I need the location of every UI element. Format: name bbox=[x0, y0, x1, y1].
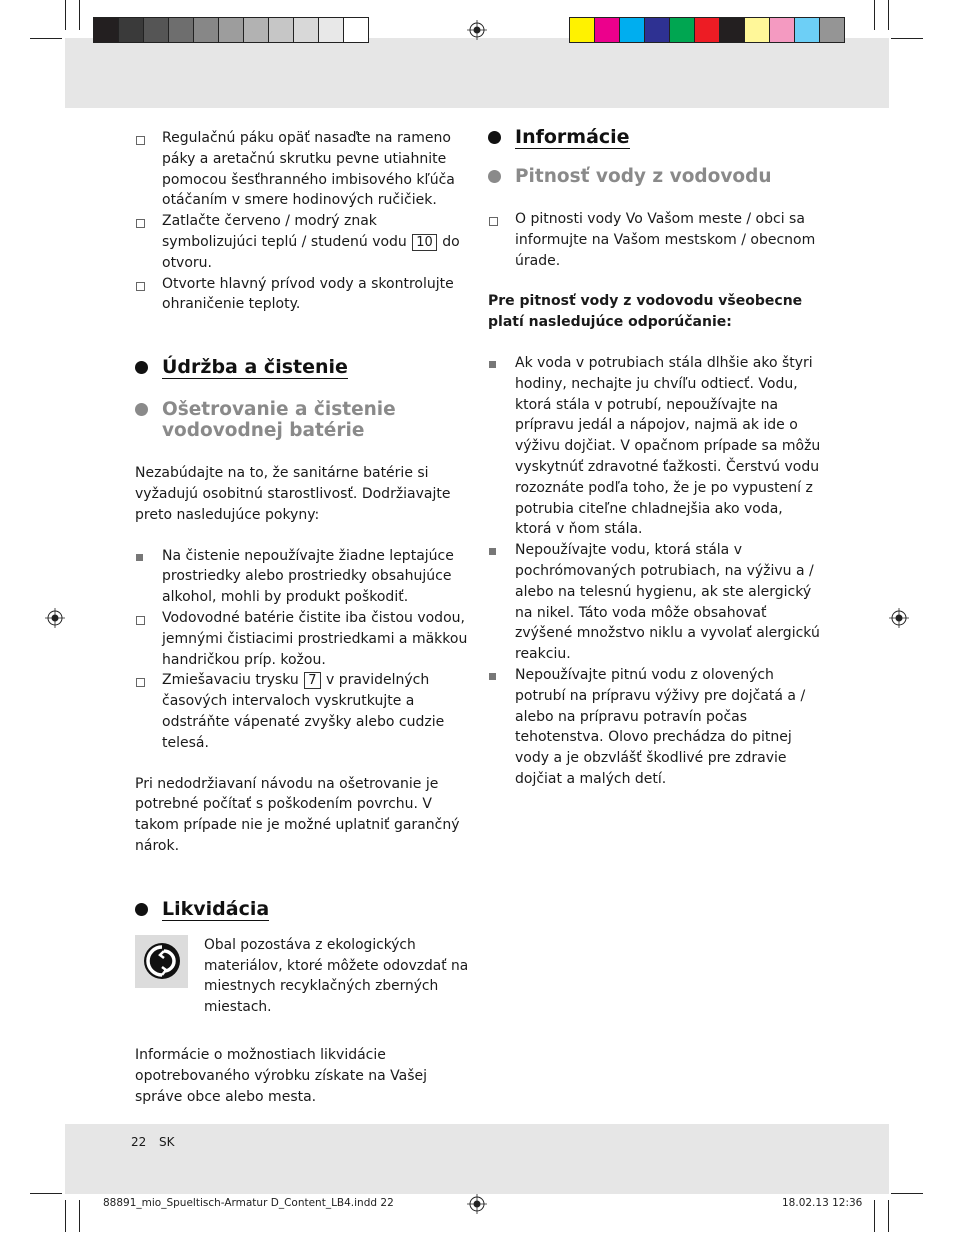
color-swatch bbox=[794, 17, 820, 43]
color-swatch bbox=[694, 17, 720, 43]
disposal-box-text: Obal pozostáva z ekologických materiálov, ktoré môžete odovzdať na miestnych recyklačných zberných miestach. bbox=[204, 936, 469, 1016]
heading-text: Likvidácia bbox=[162, 897, 270, 920]
registration-mark-icon bbox=[889, 608, 909, 628]
heading-maintenance bbox=[135, 355, 470, 379]
color-swatch bbox=[293, 17, 319, 43]
color-swatch bbox=[569, 17, 595, 43]
footer-band bbox=[65, 1124, 889, 1194]
crop-mark bbox=[30, 1193, 62, 1194]
list-item: Vodovodné batérie čistite iba čistou vodou, jemnými čistiacimi prostriedkami a mäkkou handričkou príp. kožou. bbox=[135, 608, 470, 670]
color-swatch bbox=[118, 17, 144, 43]
color-swatch bbox=[218, 17, 244, 43]
crop-mark bbox=[65, 0, 66, 30]
crop-mark bbox=[30, 38, 62, 39]
disposal-paragraph: Informácie o možnostiach likvidácie opotrebovaného výrobku získate na Vašej správe obce alebo mesta. bbox=[135, 1046, 428, 1105]
color-swatch bbox=[318, 17, 344, 43]
color-swatch bbox=[669, 17, 695, 43]
subheading-care: Ošetrovanie a čistenie vodovodnej batérie bbox=[135, 399, 470, 441]
color-swatch bbox=[769, 17, 795, 43]
registration-mark-icon bbox=[45, 608, 65, 628]
file-slug: 88891_mio_Spueltisch-Armatur D_Content_LB4.indd 22 bbox=[103, 1197, 394, 1209]
process-color-bar bbox=[569, 17, 844, 43]
recommendation-title: Pre pitnosť vody z vodovodu všeobecne platí nasledujúce odporúčanie: bbox=[488, 293, 803, 331]
crop-mark bbox=[891, 38, 923, 39]
crop-mark bbox=[888, 0, 889, 30]
intro-steps-list bbox=[135, 128, 470, 315]
registration-mark-icon bbox=[467, 1194, 487, 1214]
grayscale-color-bar bbox=[93, 17, 368, 43]
list-item-text: Zatlačte červeno / modrý znak symbolizujúci teplú / studenú vodu bbox=[162, 213, 407, 250]
list-item-text: Zmiešavaciu trysku bbox=[162, 672, 299, 689]
page-number: 22 bbox=[131, 1135, 147, 1149]
care-intro-paragraph: Nezabúdajte na to, že sanitárne batérie si vyžadujú osobitnú starostlivosť. Dodržiavajte preto nasledujúce pokyny: bbox=[135, 465, 451, 523]
right-column bbox=[488, 128, 823, 790]
list-item: O pitnosti vody Vo Vašom meste / obci sa informujte na Vašom mestskom / obecnom úrade. bbox=[488, 209, 823, 271]
left-column bbox=[135, 128, 470, 1107]
color-swatch bbox=[644, 17, 670, 43]
color-swatch bbox=[193, 17, 219, 43]
crop-mark bbox=[891, 1193, 923, 1194]
green-dot-recycle-logo bbox=[135, 935, 188, 988]
list-item bbox=[135, 211, 470, 273]
color-swatch bbox=[343, 17, 369, 43]
color-swatch bbox=[594, 17, 620, 43]
care-outro-paragraph: Pri nedodržiavaní návodu na ošetrovanie je potrebné počítať s poškodením povrchu. V takom prípade nie je možné uplatniť garančný nárok. bbox=[135, 775, 460, 854]
water-info-list bbox=[488, 209, 823, 271]
list-item: Nepoužívajte vodu, ktorá stála v pochrómovaných potrubiach, na výživu a / alebo na telesnú hygienu, ak ste alergický na nikel. Táto voda môže obsahovať zvýšené množstvo niklu a vyvolať alergickú reakciu. bbox=[488, 540, 823, 665]
heading-info bbox=[488, 125, 823, 149]
disposal-info-box bbox=[135, 935, 470, 1018]
list-item bbox=[135, 670, 470, 753]
color-swatch bbox=[143, 17, 169, 43]
color-swatch bbox=[619, 17, 645, 43]
list-item: Na čistenie nepoužívajte žiadne leptajúce prostriedky alebo prostriedky obsahujúce alkohol, mohli by produkt poškodiť. bbox=[135, 546, 470, 608]
date-slug: 18.02.13 12:36 bbox=[782, 1197, 863, 1209]
header-band bbox=[65, 38, 889, 108]
color-swatch bbox=[268, 17, 294, 43]
list-item: Otvorte hlavný prívod vody a skontrolujte ohraničenie teploty. bbox=[135, 274, 470, 316]
crop-mark bbox=[65, 1200, 66, 1232]
part-reference-badge: 10 bbox=[412, 234, 437, 251]
list-item: Ak voda v potrubiach stála dlhšie ako štyri hodiny, nechajte ju chvíľu odtiecť. Vodu, ktorá stála v potrubí, nepoužívajte na prípravu jedál a nápojov, najmä ak ide o výživu dojčiat. V opačnom prípade sa môžu vyskytnúť zdravotné ťažkosti. Čerstvú vodu rozoznáte podľa toho, že je po vypustení z potrubia citeľne chladnejšia ako voda, ktorá v ňom stála. bbox=[488, 353, 823, 540]
subheading-water: Pitnosť vody z vodovodu bbox=[488, 166, 823, 187]
color-swatch bbox=[93, 17, 119, 43]
crop-mark bbox=[888, 1200, 889, 1232]
registration-mark-icon bbox=[467, 20, 487, 40]
color-swatch bbox=[168, 17, 194, 43]
language-code: SK bbox=[159, 1135, 175, 1149]
list-item-text: do otvoru. bbox=[162, 233, 460, 271]
heading-disposal bbox=[135, 897, 470, 921]
color-swatch bbox=[243, 17, 269, 43]
heading-text: Informácie bbox=[515, 126, 630, 148]
recommendation-list bbox=[488, 353, 823, 790]
crop-mark bbox=[874, 0, 875, 30]
list-item-text: v pravidelných časových intervaloch vyskrutkujte a odstráňte vápenaté zvyšky alebo cudzie telesá. bbox=[162, 672, 445, 751]
list-item: Regulačnú páku opäť nasaďte na rameno páky a aretačnú skrutku pevne utiahnite pomocou šesťhranného imbisového kľúča otáčaním v smere hodinových ručičiek. bbox=[135, 128, 470, 211]
color-swatch bbox=[719, 17, 745, 43]
color-swatch bbox=[819, 17, 845, 43]
crop-mark bbox=[79, 0, 80, 30]
part-reference-badge: 7 bbox=[304, 672, 320, 689]
recycle-icon bbox=[142, 941, 182, 981]
crop-mark bbox=[79, 1200, 80, 1232]
heading-text: Údržba a čistenie bbox=[162, 356, 348, 379]
care-instructions-list bbox=[135, 546, 470, 754]
color-swatch bbox=[744, 17, 770, 43]
list-item: Nepoužívajte pitnú vodu z olovených potrubí na prípravu výživy pre dojčatá a / alebo na prípravu potravín počas tehotenstva. Olovo prechádza do pitnej vody a je obzvlášť škodlivé pre zdravie dojčiat a malých detí. bbox=[488, 665, 823, 790]
crop-mark bbox=[874, 1200, 875, 1232]
